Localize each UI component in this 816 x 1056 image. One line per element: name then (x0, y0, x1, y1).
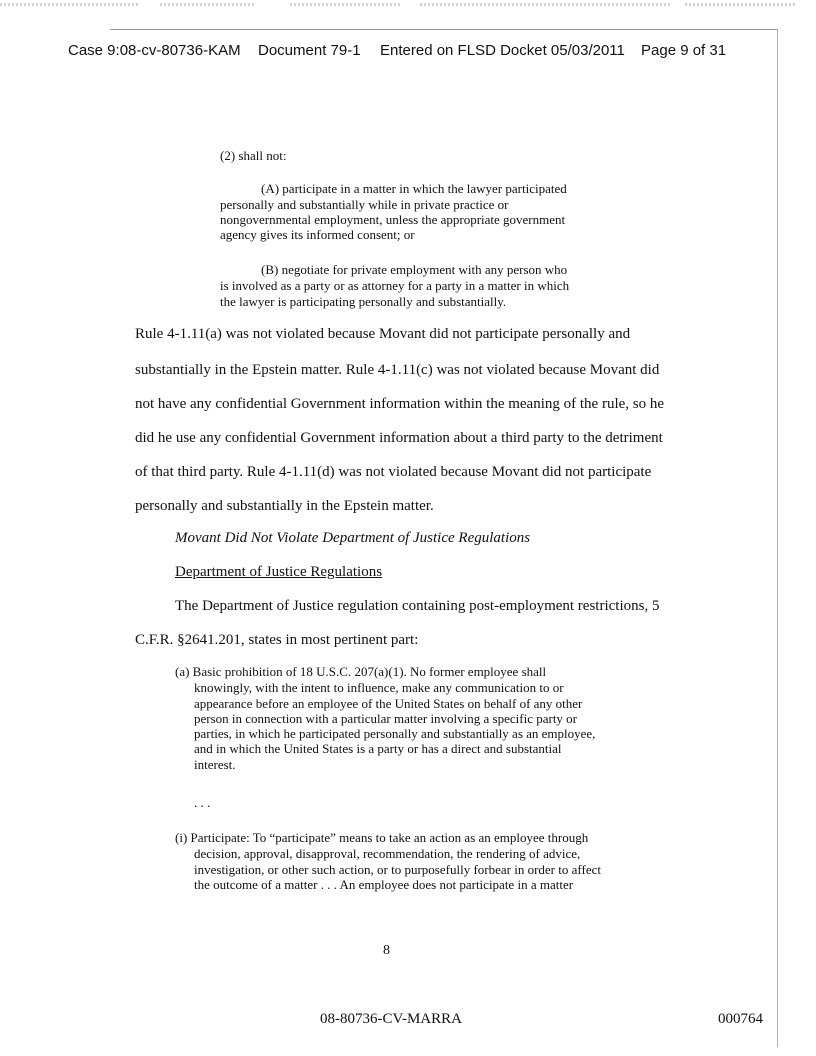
page-indicator: Page 9 of 31 (641, 42, 727, 59)
text-line: agency gives its informed consent; or (220, 227, 415, 242)
rule-item-2: (2) shall not: (220, 148, 287, 163)
scan-artifact-top (0, 0, 816, 14)
footer-case-reference: 08-80736-CV-MARRA (320, 1011, 462, 1027)
text-line: person in connection with a particular matter involving a specific party or (194, 711, 578, 726)
bates-number: 000764 (718, 1011, 763, 1027)
text-line: the outcome of a matter . . . An employee does not participate in a matter (194, 877, 574, 892)
page-edge-rule (777, 29, 778, 1047)
text-line: C.F.R. §2641.201, states in most pertinent part: (135, 632, 419, 648)
text-line: Rule 4-1.11(a) was not violated because Movant did not participate personally and (135, 326, 631, 342)
section-heading-italic: Movant Did Not Violate Department of Justice Regulations (175, 530, 531, 546)
text-line: knowingly, with the intent to influence, make any communication to or (194, 680, 564, 695)
case-number: Case 9:08-cv-80736-KAM (68, 42, 241, 59)
text-line: decision, approval, disapproval, recommendation, the rendering of advice, (194, 846, 581, 861)
text-line: (A) participate in a matter in which the lawyer participated (261, 181, 567, 196)
text-line: the lawyer is participating personally and substantially. (220, 294, 507, 309)
docket-header (0, 42, 816, 66)
text-line: is involved as a party or as attorney for a party in a matter in which (220, 278, 570, 293)
text-line: of that third party. Rule 4-1.11(d) was not violated because Movant did not participate (135, 464, 652, 480)
text-line: (i) Participate: To “participate” means to take an action as an employee through (175, 830, 589, 845)
text-line: and in which the United States is a party or has a direct and substantial (194, 741, 562, 756)
section-heading-underlined: Department of Justice Regulations (175, 564, 383, 580)
text-line: The Department of Justice regulation containing post-employment restrictions, 5 (175, 598, 660, 614)
page-number: 8 (383, 943, 390, 958)
header-rule (110, 29, 778, 30)
text-line: did he use any confidential Government information about a third party to the detriment (135, 430, 663, 446)
text-line: investigation, or other such action, or to purposefully forbear in order to affect (194, 862, 601, 877)
text-line: parties, in which he participated personally and substantially as an employee, (194, 726, 596, 741)
text-line: not have any confidential Government information within the meaning of the rule, so he (135, 396, 665, 412)
text-line: interest. (194, 757, 236, 772)
text-line: (B) negotiate for private employment with any person who (261, 262, 568, 277)
docket-entry: Entered on FLSD Docket 05/03/2011 (380, 42, 625, 59)
text-line: personally and substantially while in private practice or (220, 197, 509, 212)
text-line: nongovernmental employment, unless the appropriate government (220, 212, 566, 227)
ellipsis: . . . (194, 795, 211, 810)
text-line: substantially in the Epstein matter. Rule 4-1.11(c) was not violated because Movant did (135, 362, 660, 378)
document-number: Document 79-1 (258, 42, 361, 59)
text-line: personally and substantially in the Epstein matter. (135, 498, 434, 514)
text-line: (a) Basic prohibition of 18 U.S.C. 207(a)(1). No former employee shall (175, 664, 547, 679)
text-line: appearance before an employee of the United States on behalf of any other (194, 696, 583, 711)
